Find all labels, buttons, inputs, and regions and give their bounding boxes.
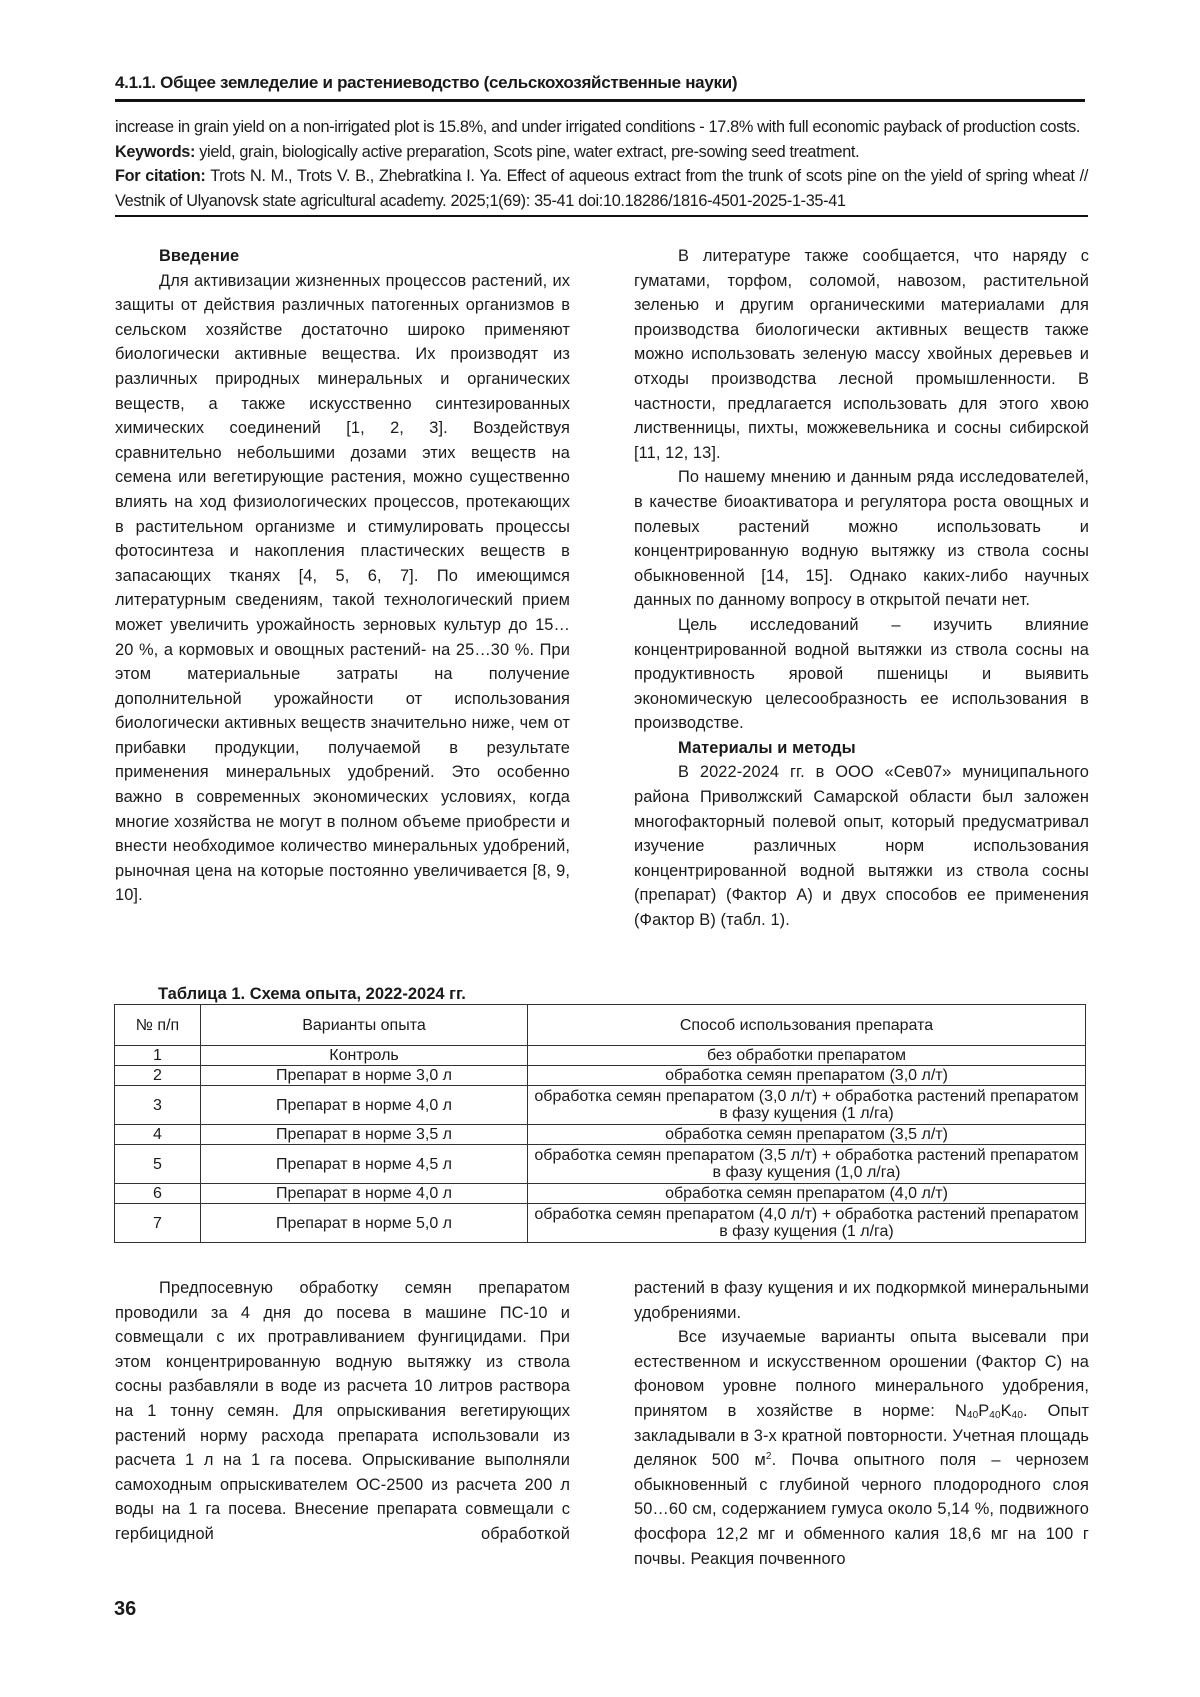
abstract-text-end: increase in grain yield on a non-irrigated plot is 15.8%, and under irrigated conditions - 17.8% with full economic payback of production costs. <box>115 118 1081 136</box>
cell-method: обработка семян препаратом (3,5 л/т) <box>528 1125 1086 1145</box>
formula-k: K <box>1000 1401 1012 1420</box>
table-row <box>115 1086 1086 1125</box>
cell-variant: Препарат в норме 3,0 л <box>201 1066 528 1086</box>
cell-variant: Препарат в норме 5,0 л <box>201 1204 528 1243</box>
cell-number: 2 <box>115 1066 201 1086</box>
keywords <box>115 140 1088 165</box>
paragraph: По нашему мнению и данным ряда исследователей, в качестве биоактиватора и регулятора роста овощных и полевых растений можно использовать и концентрированную водную вытяжку из ствола сосны обыкновенной [14, 15]. Однако каких-либо научных данных по данному вопросу в открытой печати нет. <box>634 468 1089 610</box>
cell-method: обработка семян препаратом (3,0 л/т) + обработка растений препаратом в фазу кущения (1 л/га) <box>528 1086 1086 1125</box>
cell-variant: Контроль <box>201 1046 528 1066</box>
cell-method: обработка семян препаратом (3,5 л/т) + обработка растений препаратом в фазу кущения (1,0 л/га) <box>528 1145 1086 1184</box>
citation-text: Trots N. M., Trots V. B., Zhebratkina I. Ya. Effect of aqueous extract from the trunk of scots pine on the yield of spring wheat // Vestnik of Ulyanovsk state agricultural academy. 2025;1(69): 35-41 doi:10.18286/1816-4501-2025-1-35-41 <box>115 167 1089 210</box>
cell-number: 7 <box>115 1204 201 1243</box>
cell-number: 5 <box>115 1145 201 1184</box>
page-number: 36 <box>114 1598 137 1620</box>
header-cell-method: Способ использования препарата <box>528 1005 1086 1046</box>
cell-method: без обработки препаратом <box>528 1046 1086 1066</box>
keywords-text: yield, grain, biologically active preparation, Scots pine, water extract, pre-sowing seed treatment. <box>195 142 860 161</box>
text-run: . Опыт закладывали в 3-х кратной повторности. Учетная площадь делянок 500 м <box>634 1401 1089 1470</box>
citation-label: For citation: <box>115 167 206 185</box>
text-run: Все изучаемые варианты опыта высевали при естественном и искусственном орошении (Фактор С) на фоновом уровне полного минерального удобрения, принятом в хозяйстве в норме: <box>634 1328 1089 1420</box>
citation <box>115 164 1088 217</box>
paragraph: Предпосевную обработку семян препаратом проводили за 4 дня до посева в машине ПС-10 и совмещали с их протравливанием фунгицидами. При этом концентрированную водную вытяжку из ствола сосны разбавляли в воде из расчета 10 литров раствора на 1 тонну семян. Для опрыскивания вегетирующих растений норму расхода препарата использовали из расчета 1 л на 1 га посева. Опрыскивание выполняли самоходным опрыскивателем ОС-2500 из расчета 200 л воды на 1 га посева. Внесение препарата совмещали с гербицидной обработкой <box>115 1279 570 1543</box>
section-heading-introduction: Введение <box>159 247 240 265</box>
cell-method: обработка семян препаратом (4,0 л/т) <box>528 1184 1086 1204</box>
keywords-label: Keywords: <box>115 142 196 161</box>
formula-n: N <box>954 1401 967 1420</box>
formula-sub: 40 <box>1011 1409 1023 1421</box>
right-column-top <box>634 244 1089 933</box>
formula-sub: 40 <box>989 1409 1001 1421</box>
paragraph: Для активизации жизненных процессов растений, их защиты от действия различных патогенных организмов в сельском хозяйстве достаточно широко применяют биологически активные вещества. Их производят из различных природных минеральных и органических веществ, а также искусственно синтезированных химических соединений [1, 2, 3]. Воздействуя сравнительно небольшими дозами этих веществ на семена или вегетирующие растения, можно существенно влиять на ход физиологических процессов, протекающих в растительном организме и стимулировать процессы фотосинтеза и накопления пластических веществ в запасающих тканях [4, 5, 6, 7]. По имеющимся литературным сведениям, такой технологический прием может увеличить урожайность зерновых культур до 15…20 %, а кормовых и овощных растений- на 25…30 %. При этом материальные затраты на получение дополнительной урожайности от использования биологически активных веществ значительно ниже, чем от прибавки продукции, получаемой в результате применения минеральных удобрений. Это особенно важно в современных экономических условиях, когда многие хозяйства не могут в полном объеме приобрести и внести необходимое количество минеральных удобрений, рыночная цена на которые постоянно увеличивается [8, 9, 10]. <box>115 271 570 905</box>
cell-variant: Препарат в норме 4,0 л <box>201 1086 528 1125</box>
cell-variant: Препарат в норме 4,0 л <box>201 1184 528 1204</box>
cell-number: 6 <box>115 1184 201 1204</box>
paragraph-continuation <box>634 1276 1089 1325</box>
right-column-bottom <box>634 1276 1089 1571</box>
paragraph: Цель исследований – изучить влияние концентрированной водной вытяжки из ствола сосны на продуктивность яровой пшеницы и выявить экономическую целесообразность ее использования в производстве. <box>634 615 1089 733</box>
left-column-top <box>115 244 570 908</box>
section-heading-methods: Материалы и методы <box>678 738 856 757</box>
cell-number: 1 <box>115 1046 201 1066</box>
text-run: . Почва опытного поля – чернозем обыкновенный с глубиной черного плодородного слоя 50…60 см, содержанием гумуса около 5,14 %, подвижного фосфора 12,2 мг и обменного калия 18,6 мг на 100 г почвы. Реакция почвенного <box>634 1451 1090 1568</box>
cell-variant: Препарат в норме 3,5 л <box>201 1125 528 1145</box>
cell-variant: Препарат в норме 4,5 л <box>201 1145 528 1184</box>
table-caption: Таблица 1. Схема опыта, 2022-2024 гг. <box>158 985 466 1003</box>
paragraph: В 2022-2024 гг. в ООО «Сев07» муниципального района Приволжский Самарской области был заложен многофакторный полевой опыт, который предусматривал изучение различных норм использования концентрированной водной вытяжки из ствола сосны (препарат) (Фактор А) и двух способов ее применения (Фактор В) (табл. 1). <box>634 763 1089 930</box>
cell-number: 3 <box>115 1086 201 1125</box>
header-cell-variants: Варианты опыта <box>201 1005 528 1046</box>
formula-p: P <box>978 1401 990 1420</box>
table-row <box>115 1125 1086 1145</box>
table-row <box>115 1066 1086 1086</box>
table-header-row <box>115 1005 1086 1046</box>
abstract-block <box>115 115 1088 217</box>
running-head: 4.1.1. Общее земледелие и растениеводство (сельскохозяйственные науки) <box>115 73 1085 102</box>
paragraph: В литературе также сообщается, что наряду с гуматами, торфом, соломой, навозом, растительной зеленью и другим органическими материалами для производства биологически активных веществ также можно использовать зеленую массу хвойных деревьев и отходы производства лесной промышленности. В частности, предлагается использовать для этого хвою лиственницы, пихты, можжевельника и сосны сибирской [11, 12, 13]. <box>634 247 1089 462</box>
table-row <box>115 1204 1086 1243</box>
paragraph <box>634 1325 1089 1571</box>
left-column-bottom <box>115 1276 570 1547</box>
continuation-text: растений в фазу кущения и их подкормкой минеральными удобрениями. <box>634 1279 1089 1322</box>
fertilizer-formula <box>955 1402 1023 1420</box>
table-row <box>115 1046 1086 1066</box>
superscript: 2 <box>765 1451 772 1463</box>
cell-method: обработка семян препаратом (3,0 л/т) <box>528 1066 1086 1086</box>
table-row <box>115 1184 1086 1204</box>
table-row <box>115 1145 1086 1184</box>
cell-number: 4 <box>115 1125 201 1145</box>
experiment-scheme-table <box>114 1004 1086 1243</box>
header-cell-number: № п/п <box>115 1005 201 1046</box>
cell-method: обработка семян препаратом (4,0 л/т) + обработка растений препаратом в фазу кущения (1 л/га) <box>528 1204 1086 1243</box>
formula-sub: 40 <box>966 1409 979 1421</box>
